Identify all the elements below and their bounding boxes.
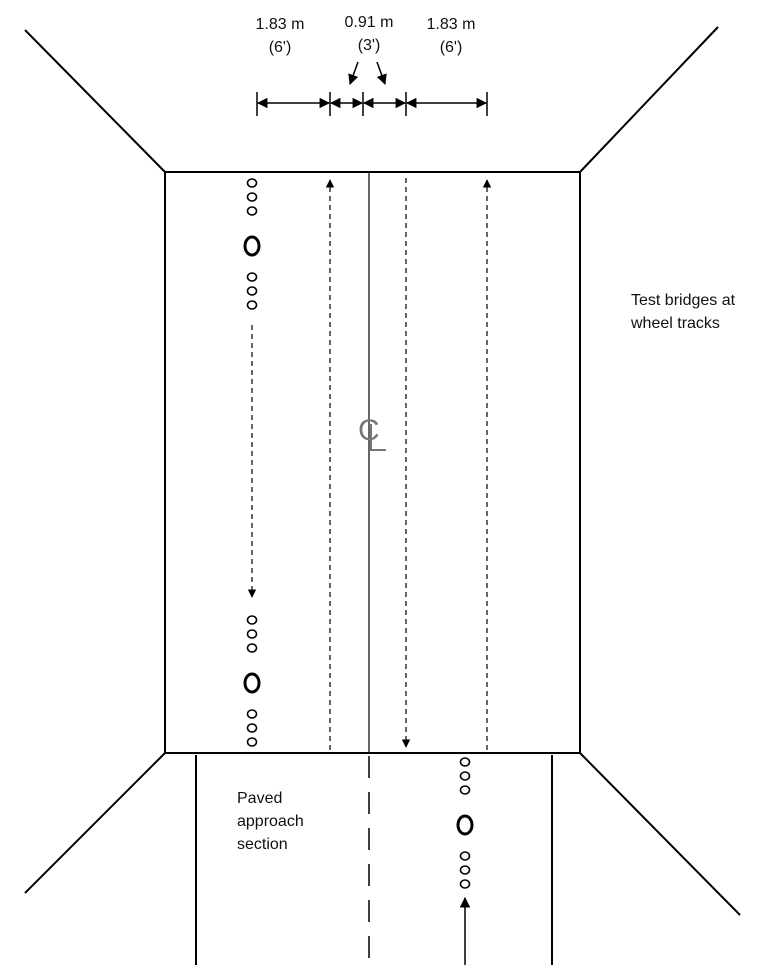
approach-label-line-2: approach (237, 813, 304, 830)
small-wheel (248, 710, 257, 718)
dim-left-value: 1.83 m (255, 16, 305, 33)
small-wheel (248, 616, 257, 624)
small-wheel (248, 724, 257, 732)
wall-bottom-right (580, 753, 740, 915)
dim-center-imperial: (3') (357, 37, 381, 54)
large-wheel (458, 816, 472, 834)
small-wheel (461, 852, 470, 860)
wall-top-left (25, 30, 165, 172)
approach-label-line-3: section (237, 836, 288, 853)
small-wheel (461, 772, 470, 780)
wheel-group-approach (458, 758, 472, 888)
approach-label-line-1: Paved (237, 790, 283, 807)
small-wheel (248, 273, 257, 281)
wheel-group-top-left (245, 179, 259, 309)
small-wheel (248, 193, 257, 201)
small-wheel (248, 644, 257, 652)
wall-top-right (580, 27, 718, 172)
perspective-walls (25, 27, 740, 915)
large-wheel (245, 674, 259, 692)
dim-right-imperial: (6') (439, 39, 463, 56)
test-bridge-area (165, 172, 580, 753)
small-wheel (461, 758, 470, 766)
small-wheel (461, 786, 470, 794)
wheel-group-bottom-left (245, 616, 259, 746)
paved-approach-section (196, 755, 552, 965)
centerline-c: C (358, 414, 380, 447)
small-wheel (461, 866, 470, 874)
small-wheel (248, 287, 257, 295)
wall-bottom-left (25, 753, 165, 893)
test-bridges-label-line-2: wheel tracks (631, 315, 720, 332)
dimension-line (257, 62, 487, 116)
small-wheel (248, 207, 257, 215)
callout-arrow-right (377, 62, 385, 84)
dim-left-imperial: (6') (268, 39, 292, 56)
small-wheel (248, 179, 257, 187)
small-wheel (248, 630, 257, 638)
centerline-symbol (358, 414, 386, 450)
test-bridges-label-line-1: Test bridges at (631, 292, 736, 309)
small-wheel (248, 301, 257, 309)
large-wheel (245, 237, 259, 255)
small-wheel (248, 738, 257, 746)
small-wheel (461, 880, 470, 888)
dim-center-value: 0.91 m (344, 14, 394, 31)
dim-right-value: 1.83 m (426, 16, 476, 33)
callout-arrow-left (350, 62, 358, 84)
